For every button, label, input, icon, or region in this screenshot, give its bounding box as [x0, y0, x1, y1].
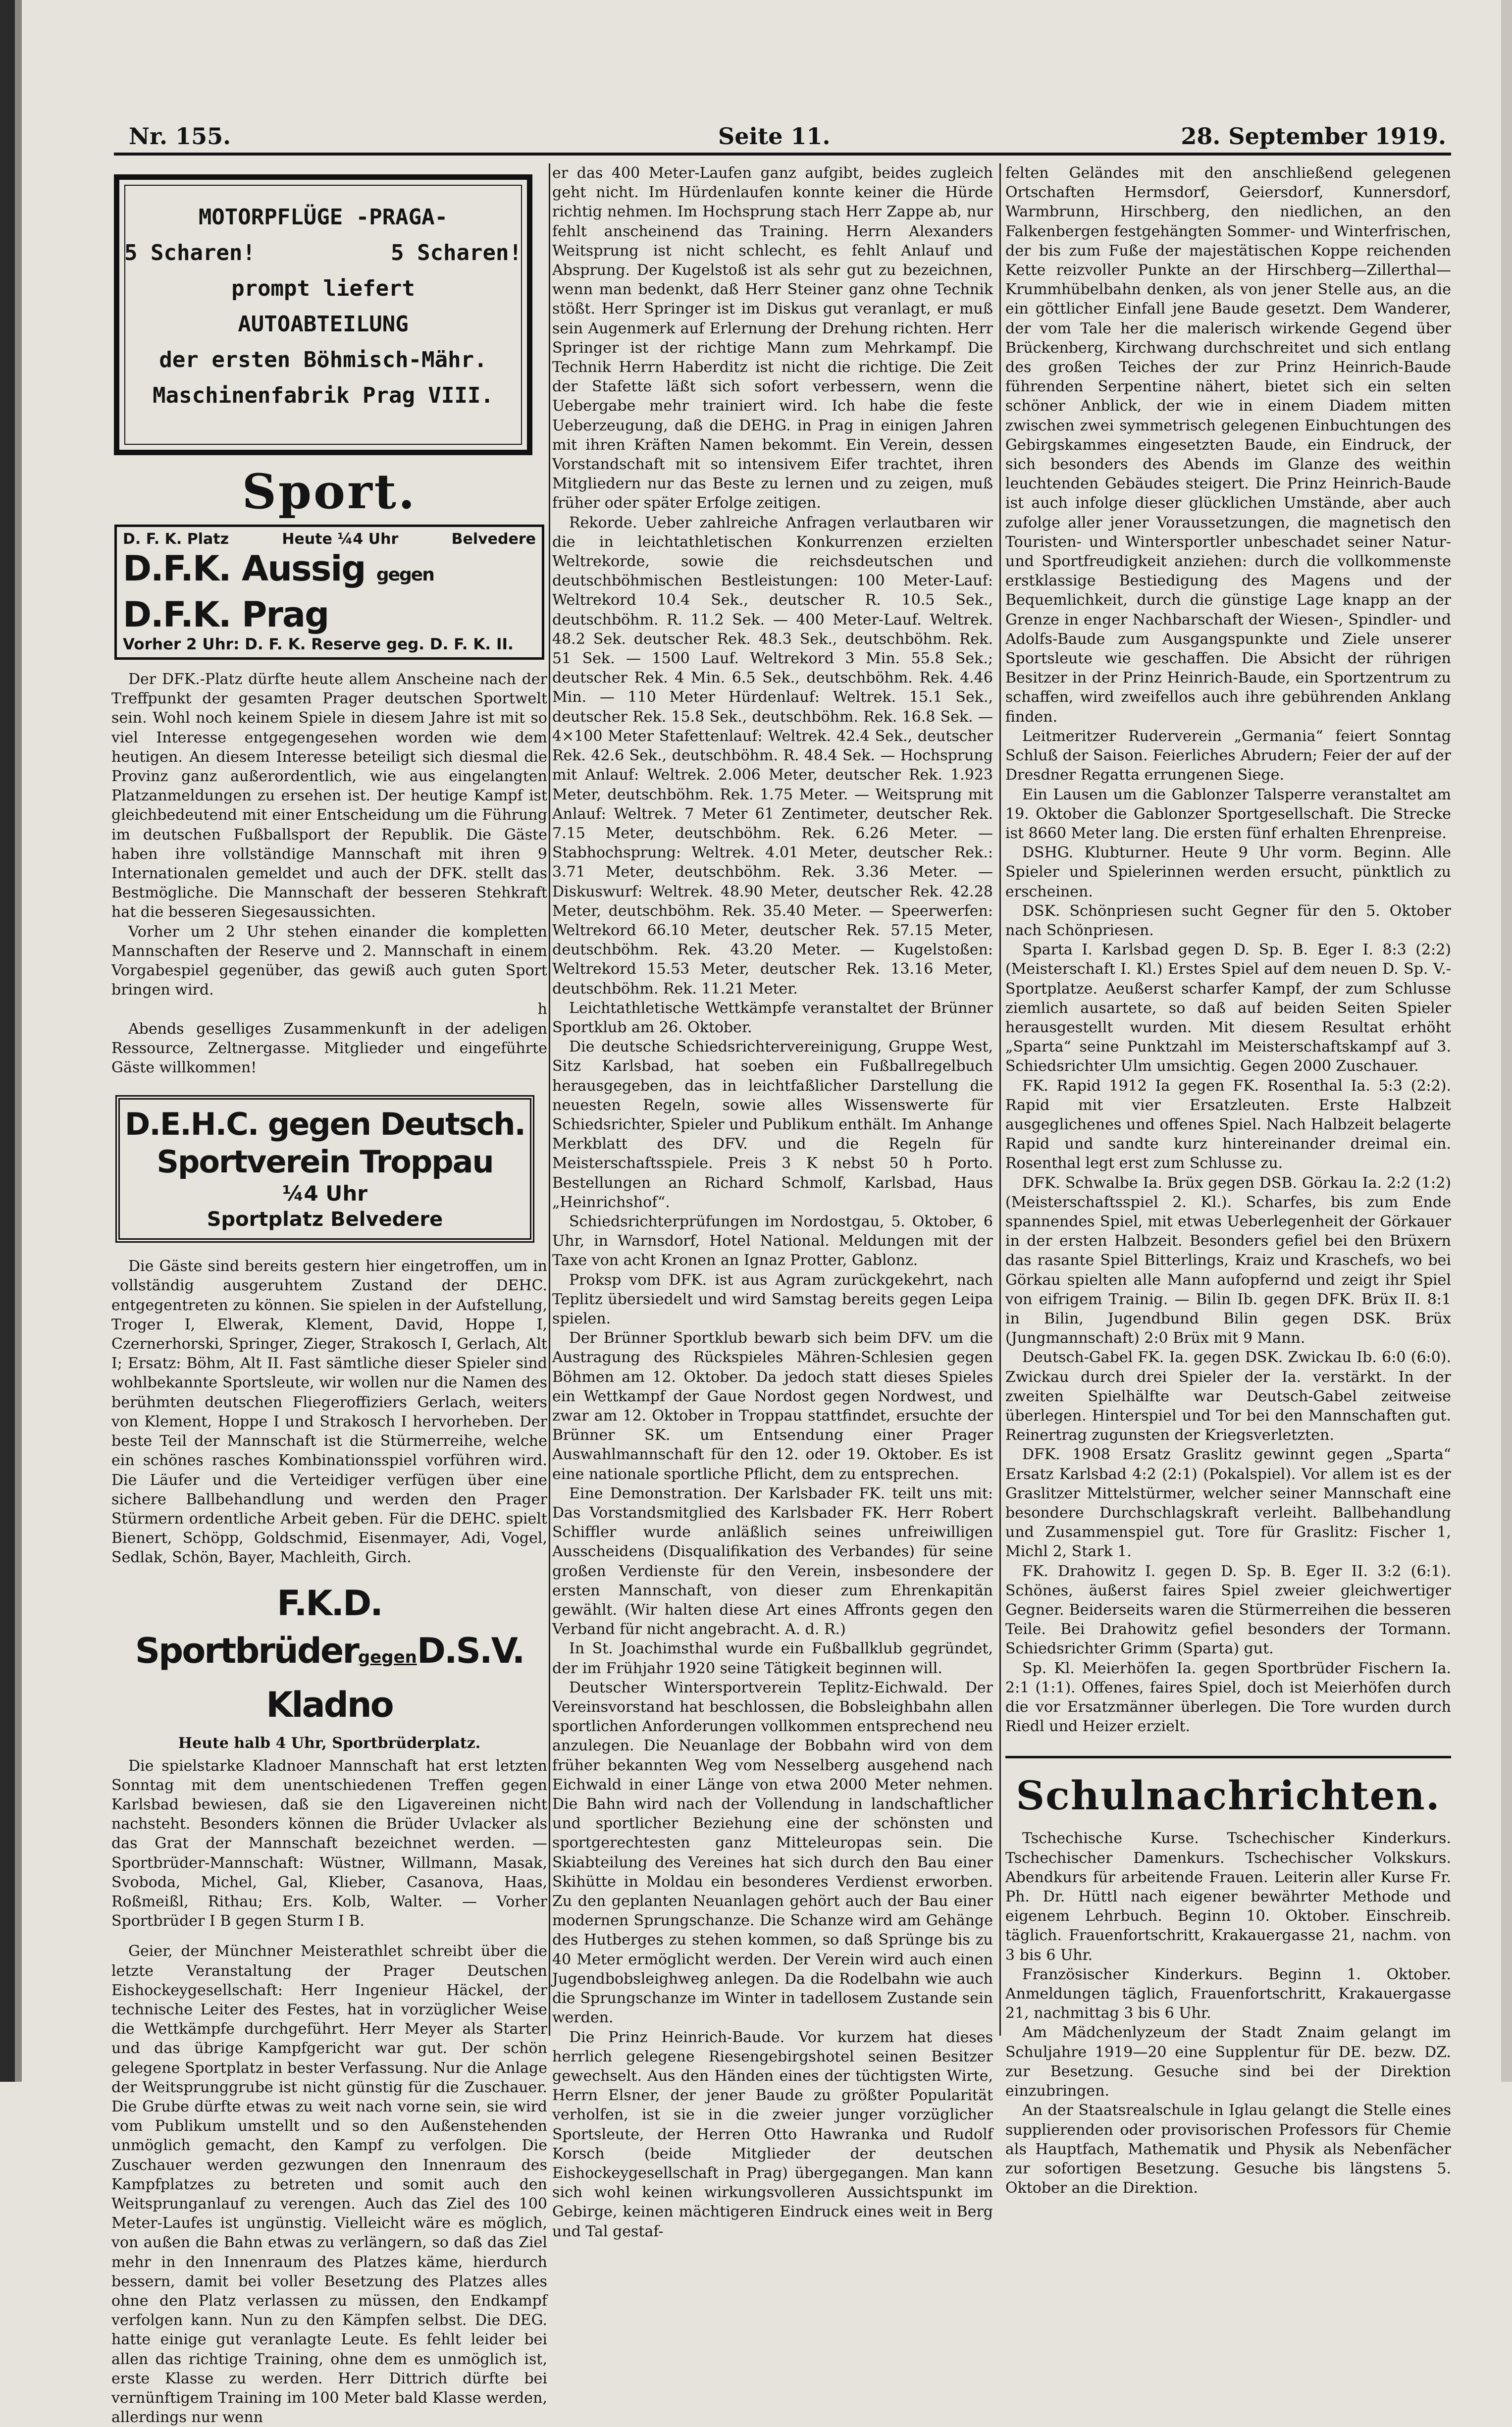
column-3	[1005, 163, 1451, 2197]
masthead-rule	[114, 153, 1451, 156]
match-heading-kladno	[111, 1580, 547, 1729]
article-text: Die spielstarke Kladnoer Mannschaft hat erst letzten Sonntag mit dem unentschiedenen Treffen gegen Karlsbad bewiesen, daß sie den Ligavereinen nicht nachsteht. Besonders können die Brüder Uvlacker als das Grat der Mannschaft bezeichnet werden. — Sportbrüder-Mannschaft: Wüstner, Willmann, Masak, Svoboda, Michel, Gal, Klieber, Casanova, Haas, Roßmeißl, Rithau; Ers. Kolb, Walter. — Vorher Sportbrüder I B gegen Sturm I B.	[111, 1757, 547, 1930]
article-text: Die Gäste sind bereits gestern hier eingetroffen, um in vollständig ausgeruhtem Zustand der DEHC. entgegentreten zu können. Sie spielen in der Aufstellung, Troger I, Elwerak, Klement, David, Hoppe I, Czernerhorski, Springer, Zieger, Strakosch I, Gerlach, Alt I; Ersatz: Böhm, Alt II. Fast sämtliche dieser Spieler sind wohlbekannte Sportsleute, wir wollen nur die Namen des berühmten deutschen Fliegeroffiziers Gerlach, weiters von Klement, Hoppe I und Strakosch I hervorheben. Der beste Teil der Mannschaft ist die Stürmerreihe, welche ein schönes rasches Kombinationsspiel vorführen wird. Die Läufer und die Verteidiger verfügen über eine sichere Ballbehandlung und werden den Prager Stürmern ordentliche Arbeit geben. Für die DEHC. spielt Bienert, Schöpp, Goldschmid, Eisenmayer, Adi, Vogel, Sedlak, Schön, Bayer, Machleith, Girch.	[111, 1258, 547, 1567]
article-text: Eine Demonstration. Der Karlsbader FK. teilt uns mit: Das Vorstandsmitglied des Karlsbader FK. Herr Robert Schiffler wurde anläßlich seines unfreiwilligen Ausscheidens (Disqualifikation des Verbandes) für seine großen Verdienste für den Verein, insbesondere der ersten Mannschaft, von dieser zum Ehrenkapitän gewählt. (Wir halten diese Art eines Affronts gegen den Verband für nicht angebracht. A. d. R.)	[552, 1484, 993, 1638]
team-away: D.S.V. Kladno	[266, 1630, 524, 1725]
article-text: Deutsch-Gabel FK. Ia. gegen DSK. Zwickau Ib. 6:0 (6:0). Zwickau durch drei Spieler der Ia. verstärkt. In der zweiten Spielhälfte war Deutsch-Gabel zeitweise überlegen. Hinterspiel und Tor bei den Mannschaften gut. Reinertrag zugunsten der Kriegsverletzten.	[1005, 1349, 1451, 1444]
advert-motorpfluege	[114, 174, 532, 455]
article-text: Abends geselliges Zusammenkunft in der adeligen Ressource, Zeltnergasse. Mitglieder und eingeführte Gäste willkommen!	[111, 1020, 547, 1077]
article-text: Deutscher Wintersportverein Teplitz-Eichwald. Der Vereinsvorstand hat beschlossen, die Bobsleighbahn allen sportlichen Anforderungen vollkommen entsprechend neu anzulegen. Die Neuanlage der Bobbahn wird von dem früher bekannten Weg vom Nesselberg ausgehend nach Eichwald in einer Länge von etwa 2000 Meter nehmen. Die Bahn wird nach der Vollendung in landschaftlicher und sportlicher Beziehung eine der schönsten und sportgerechtesten ganz Mitteleuropas sein. Die Skiabteilung des Vereines hat sich durch den Bau einer Skihütte in Moldau ein besonderes Verdienst erworben. Zu den geplanten Neuanlagen gehört auch der Bau einer modernen Sprungschanze. Die Schanze wird am Gehänge des Hutberges zu stehen kommen, so daß Sprünge bis zu 40 Meter ermöglicht werden. Der Verein wird auch einen Jugendbobsleighweg anlegen. Da die Rodelbahn wie auch die Sprungschanze im Winter in tadellosem Zustande sein werden.	[552, 1679, 993, 2027]
article-text: DFK. Schwalbe Ia. Brüx gegen DSB. Görkau Ia. 2:2 (1:2) (Meisterschaftsspiel 2. Kl.). Scharfes, bis zum Ende spannendes Spiel, mit etwas Ueberlegenheit der Görkauer in der ersten Halbzeit. Besonders gefiel bei den Brüxern das rasante Spiel Bitterlings, Kraiz und Kraschefs, wo bei Görkau spielten alle Mann aufopfernd und zeigt ihr Spiel von eifrigem Trainig. — Bilin Ib. gegen DFK. Brüx II. 8:1 in Bilin, Jugendbund Bilin gegen DSK. Brüx (Jungmannschaft) 2:0 Brüx mit 9 Mann.	[1005, 1174, 1451, 1347]
advert-text: 5 Scharen!	[391, 240, 522, 265]
article-text: DSK. Schönpriesen sucht Gegner für den 5. Oktober nach Schönpriesen.	[1005, 902, 1451, 939]
scan-edge-left	[0, 0, 15, 2082]
article-text: Der Brünner Sportklub bewarb sich beim DFV. um die Austragung des Rückspieles Mähren-Schlesien gegen Böhmen am 12. Oktober. Da jedoch statt dieses Spieles ein Wettkampf der Gaue Nordost gegen Nordwest, und zwar am 12. Oktober in Troppau stattfindet, ersuchte der Brünner SK. um Entsendung einer Prager Auswahlmannschaft für den 12. oder 19. Oktober. Es ist eine nationale sportliche Pflicht, dem zu entsprechen.	[552, 1329, 993, 1483]
article-text: Schiedsrichterprüfungen im Nordostgau, 5. Oktober, 6 Uhr, in Warnsdorf, Hotel National. Meldungen mit der Taxe von acht Kronen an Ignaz Protter, Gablonz.	[552, 1213, 993, 1269]
article-text: An der Staatsrealschule in Iglau gelangt die Stelle eines supplierenden oder provisorischen Professors für Chemie als Hauptfach, Mathematik und Physik als Nebenfächer zur sofortigen Besetzung. Gesuche bis längstens 5. Oktober an die Direktion.	[1005, 2102, 1451, 2197]
issue-date: 28. September 1919.	[1181, 123, 1446, 150]
advert-title: D.E.H.C. gegen Deutsch. Sportverein Troppau	[124, 1106, 525, 1180]
article-text: Sp. Kl. Meierhöfen Ia. gegen Sportbrüder Fischern Ia. 2:1 (1:1). Offenes, faires Spiel, doch ist Meierhöfen durch die vor Ersatzmänner überlegen. Die Tore wurden durch Riedl und Heizer erzielt.	[1005, 1659, 1451, 1736]
team-home: D.F.K. Aussig	[123, 548, 365, 589]
column-rule-1	[549, 163, 550, 2036]
article-text: h	[537, 1001, 547, 1018]
article-text: Der DFK.-Platz dürfte heute allem Anscheine nach der Treffpunkt der gesamten Prager deutschen Sportwelt sein. Wohl noch keinem Spiele in diesem Jahre ist mit so viel Interesse entgegengesehen worden wie dem heutigen. An diesem Interesse beteiligt sich diesmal die Provinz ganz außerordentlich, wie aus eingelangten Platzanmeldungen zu ersehen ist. Der heutige Kampf ist gleichbedeutend mit einer Entscheidung um die Führung im deutschen Fußballsport der Republik. Die Gäste haben ihre vollständige Mannschaft mit ihren 9 Internationalen gemeldet und auch der DFK. stellt das Bestmögliche. Die Mannschaft der besseren Stehkraft hat die besseren Siegesaussichten.	[111, 671, 547, 921]
advert-place: Sportplatz Belvedere	[207, 1208, 443, 1231]
advert-line: MOTORPFLÜGE -PRAGA-	[198, 205, 448, 230]
advert-line: Maschinenfabrik Prag VIII.	[153, 383, 494, 408]
article-text: Proksp vom DFK. ist aus Agram zurückgekehrt, nach Teplitz übersiedelt und wird Samstag bereits gegen Leipa spielen.	[552, 1271, 993, 1327]
article-text: Vorher um 2 Uhr stehen einander die kompletten Mannschaften der Reserve und 2. Mannschaft in einem Vorgabespiel gegenüber, das gewiß auch guten Sport bringen wird.	[111, 923, 547, 999]
article-text: Tschechische Kurse. Tschechischer Kinderkurs. Tschechischer Damenkurs. Tschechischer Volkskurs. Abendkurs für arbeitende Frauen. Leiterin aller Kurse Fr. Ph. Dr. Hüttl nach eigener bewährter Methode und eigenem Lehrbuch. Beginn 10. Oktober. Einschreib. täglich. Frauenfortschritt, Krakauergasse 21, nachm. von 3 bis 6 Uhr.	[1005, 1830, 1451, 1964]
advert-time: ¼4 Uhr	[282, 1181, 368, 1206]
advert-dfk-match	[114, 525, 544, 660]
team-away: D.F.K. Prag	[123, 594, 329, 635]
advert-header	[123, 530, 536, 549]
match-subheading: Heute halb 4 Uhr, Sportbrüderplatz.	[178, 1734, 481, 1752]
page-number: Seite 11.	[718, 123, 831, 150]
scan-edge-right	[1501, 0, 1512, 2082]
column-2	[552, 163, 993, 2240]
advert-venue: Belvedere	[451, 530, 536, 548]
article-text: Die Prinz Heinrich-Baude. Vor kurzem hat dieses herrlich gelegene Riesengebirgshotel seinen Besitzer gewechselt. Aus den Händen eines der tüchtigsten Wirte, Herrn Elsner, der jener Baude zu größter Popularität verholfen, ist sie in die zweier junger vorzüglicher Sportsleute, der Herren Otto Hawranka und Rudolf Korsch (beide Mitglieder der deutschen Eishockeygesellschaft in Prag) übergegangen. Man kann sich wohl keinen wirkungsvolleren Aussichtspunkt im Gebirge, keinen mächtigeren Eindruck eines weit in Berg und Tal gestaf-	[552, 2028, 993, 2240]
team-home: F.K.D. Sportbrüder	[135, 1583, 382, 1671]
advert-line: prompt liefert	[231, 276, 415, 301]
versus: gegen	[376, 565, 434, 585]
scan-edge-shadow	[15, 0, 22, 2082]
advert-line: der ersten Böhmisch-Mähr.	[159, 347, 487, 372]
advert-match	[123, 549, 536, 634]
article-text: Leichtathletische Wettkämpfe veranstaltet der Brünner Sportklub am 26. Oktober.	[552, 999, 993, 1036]
advert-reserve: Vorher 2 Uhr: D. F. K. Reserve geg. D. F. K. II.	[123, 635, 514, 653]
versus: gegen	[358, 1647, 417, 1667]
article-text: er das 400 Meter-Laufen ganz aufgibt, beides zugleich geht nicht. Im Hürdenlaufen konnte keiner die Hürde richtig nehmen. Im Hochsprung stach Herr Zappe ab, nur fehlt anscheinend das Training. Herrn Alexanders Weitsprung ist nicht schlecht, es fehlt Anlauf und Absprung. Der Kugelstoß ist als sehr gut zu bezeichnen, wenn man bedenkt, daß Herr Steiner ganz ohne Technik stößt. Herr Springer ist im Diskus gut veranlagt, er muß sein Augenmerk auf Erlernung der Drehung richten. Herr Springer ist der richtige Mann zum Mehrkampf. Die Technik Herrn Haberditz ist nicht die richtige. Die Zeit der Stafette läßt sich sofort verbessern, wenn die Uebergabe mehr trainiert wird. Ich habe die feste Ueberzeugung, daß die DEHG. in Prag in einigen Jahren mit ihren Kräften Namen bekommt. Ein Verein, dessen Vorstandschaft mit so intensivem Eifer trachtet, ihren Mitgliedern nur das Beste zu lernen und zu zeigen, muß früher oder später Erfolge zeitigen.	[552, 164, 993, 512]
section-heading-schulnachrichten: Schulnachrichten.	[1005, 1756, 1451, 1823]
column-rule-2	[999, 163, 1001, 2036]
article-text: Am Mädchenlyzeum der Stadt Znaim gelangt im Schuljahre 1919—20 eine Supplentur für DE. bezw. DZ. zur Besetzung. Gesuche sind bei der Direktion einzubringen.	[1005, 2024, 1451, 2100]
advert-inner-frame	[124, 185, 522, 445]
article-text: Ein Lausen um die Gablonzer Talsperre veranstaltet am 19. Oktober die Gablonzer Sportgesellschaft. Die Strecke ist 8660 Meter lang. Die ersten fünf erhalten Ehrenpreise.	[1005, 786, 1451, 842]
advert-time: Heute ¼4 Uhr	[282, 530, 399, 548]
article-text: Die deutsche Schiedsrichtervereinigung, Gruppe West, Sitz Karlsbad, hat soeben ein Fußballregelbuch herausgegeben, das in leichtfaßlicher Darstellung die neuesten Regeln, sowie alles Wissenswerte für Schiedsrichter, Spieler und Publikum enthält. Im Anhange Merkblatt des DFV. und die Regeln für Meisterschaftsspiele. Preis 3 K nebst 50 h Porto. Bestellungen an Richard Schmolf, Karlsbad, Haus „Heinrichshof“.	[552, 1038, 993, 1211]
article-text: Leitmeritzer Ruderverein „Germania“ feiert Sonntag Schluß der Saison. Feierliches Abrudern; Feier der auf der Dresdner Regatta errungenen Siege.	[1005, 727, 1451, 784]
article-text: FK. Rapid 1912 Ia gegen FK. Rosenthal Ia. 5:3 (2:2). Rapid mit vier Ersatzleuten. Erste Halbzeit ausgeglichenes und offenes Spiel. Nach Halbzeit belagerte Rapid und sandte kurz hintereinander dreimal ein. Rosenthal legt erst zum Schlusse zu.	[1005, 1077, 1451, 1172]
article-text: Französischer Kinderkurs. Beginn 1. Oktober. Anmeldungen täglich, Frauenfortschritt, Krakauergasse 21, nachmittag 3 bis 6 Uhr.	[1005, 1965, 1451, 2022]
article-text: FK. Drahowitz I. gegen D. Sp. B. Eger II. 3:2 (6:1). Schönes, äußerst faires Spiel zweier gleichwertiger Gegner. Beiderseits waren die Stürmerreihen die besseren Teile. Bei Drahowitz gefiel besonders der Tormann. Schiedsrichter Grimm (Sparta) gut.	[1005, 1562, 1451, 1658]
article-text: In St. Joachimsthal wurde ein Fußballklub gegründet, der im Frühjahr 1920 seine Tätigkeit beginnen will.	[552, 1640, 993, 1677]
article-text: felten Geländes mit den anschließend gelegenen Ortschaften Hermsdorf, Geiersdorf, Kunnersdorf, Warmbrunn, Hirschberg, den niedlichen, an den Falkenbergen festgehängten Sommer- und Winterfrischen, der bis zum Fuße der majestätischen Koppe reichenden Kette reizvoller Punkte an der Hirschberg—Zillerthal—Krummhübelbahn denken, als von jener Stelle aus, an die ein göttlicher Einfall jene Baude gesetzt. Dem Wanderer, der vom Tale her die malerisch wirkende Gegend über Brückenberg, Kirchwang durchschreitet und sich entlang des großen Teiches der zur Prinz Heinrich-Baude führenden Serpentine nähert, bietet sich ein selten schöner Anblick, der wie in einem Diadem mitten zwischen zwei symmetrisch gelegenen Einbuchtungen des Gebirgskammes eingesetzten Baude, ein Eindruck, der sich besonders des Abends im Glanze des weithin leuchtenden Gebäudes steigert. Die Prinz Heinrich-Baude ist auch infolge dieser glücklichen Umstände, aber auch zufolge aller jener Voraussetzungen, die magnetisch den Touristen- und Wintersportler unbeschadet seiner Natur- und Sportfreudigkeit anziehen: durch die vollkommenste erstklassige Bestiedigung des Magens und der Bequemlichkeit, durch die günstige Lage knapp an der Grenze in enger Nachbarschaft der Wiesen-, Spindler- und Adolfs-Baude zum Ausgangspunkte und Ziele unserer Sportsleute wie geschaffen. Die Absicht der rührigen Besitzer in der Prinz Heinrich-Baude, ein Sportzentrum zu schaffen, wird zweifellos auch ihre gebührenden Anklang finden.	[1005, 164, 1451, 726]
article-text: Sparta I. Karlsbad gegen D. Sp. B. Eger I. 8:3 (2:2) (Meisterschaft I. Kl.) Erstes Spiel auf dem neuen D. Sp. V.-Sportplatze. Aeußerst scharfer Kampf, der zum Schlusse ziemlich ausartete, so daß auf beiden Seiten Spieler herausgestellt wurden. Mit diesem Resultat erhöht „Sparta“ seine Punktzahl im Meisterschaftskampf auf 3. Schiedsrichter Ulm umsichtig. Gegen 2000 Zuschauer.	[1005, 941, 1451, 1075]
advert-place: D. F. K. Platz	[123, 530, 229, 548]
advert-dehc-troppau	[115, 1095, 534, 1243]
masthead	[114, 119, 1451, 154]
article-text: Geier, der Münchner Meisterathlet schreibt über die letzte Veranstaltung der Prager Deutschen Eishockeygesellschaft: Herr Ingenieur Häckel, der technische Leiter des Festes, hat in vorzüglicher Weise die Wettkämpfe durchgeführt. Herr Meyer als Starter und das übrige Kampfgericht war gut. Der schön gelegene Sportplatz in bester Verfassung. Nur die Anlage der Weitsprunggrube ist nicht günstig für die Zuschauer. Die Grube dürfte etwas zu weit nach vorne sein, sie wird vom Publikum umstellt und so den Außenstehenden unmöglich gemacht, den Kampf zu verfolgen. Die Zuschauer werden gezwungen den Innenraum des Kampfplatzes zu betreten und somit auch den Weitsprunganlauf zu verengen. Auch das Ziel des 100 Meter-Laufes ist ungünstig. Vielleicht wäre es möglich, von außen die Bahn etwas zu verlängern, so daß das Ziel mehr in den Innenraum des Platzes käme, hierdurch bessern, damit bei voller Besetzung des Platzes alles ohne den Platz verlassen zu müssen, den Endkampf verfolgen kann. Nun zu den Kämpfen selbst. Die DEG. hatte einige gut veranlagte Leute. Es fehlt leider bei allen das richtige Training, ohne dem es unmöglich ist, erste Klasse zu werden. Herr Dittrich dürfte bei vernünftigem Training im 100 Meter bald Klasse werden, allerdings nur wenn	[111, 1943, 547, 2427]
section-heading-sport: Sport.	[242, 464, 417, 520]
advert-line: AUTOABTEILUNG	[238, 312, 409, 337]
article-text: DSHG. Klubturner. Heute 9 Uhr vorm. Beginn. Alle Spieler und Spielerinnen werden ersucht, pünktlich zu erscheinen.	[1005, 844, 1451, 900]
article-records: Rekorde. Ueber zahlreiche Anfragen verlautbaren wir die in leichtathletischen Konkurrenzen erzielten Weltrekorde, sowie die reichsdeutschen und deutschböhmischen Bestleistungen: 100 Meter-Lauf: Weltrekord 10.4 Sek., deutscher R. 10.5 Sek., deutschböhm. R. 11.2 Sek. — 400 Meter-Lauf. Weltrek. 48.2 Sek. deutscher Rek. 48.3 Sek., deutschböhm. Rek. 51 Sek. — 1500 Lauf. Weltrekord 3 Min. 55.8 Sek.; deutscher Rek. 4 Min. 6.5 Sek., deutschböhm. Rek. 4.46 Min. — 110 Meter Hürdenlauf: Weltrek. 15.1 Sek., deutscher Rek. 15.8 Sek., deutschböhm. Rek. 16.8 Sek. — 4×100 Meter Stafettenlauf: Weltrek. 42.4 Sek., deutscher Rek. 42.6 Sek., deutschböhm. R. 48.4 Sek. — Hochsprung mit Anlauf: Weltrek. 2.006 Meter, deutscher Rek. 1.923 Meter, deutschböhm. Rek. 1.75 Meter. — Weitsprung mit Anlauf: Weltrek. 7 Meter 61 Zentimeter, deutscher Rek. 7.15 Meter, deutschböhm. Rek. 6.26 Meter. — Stabhochsprung: Weltrek. 4.01 Meter, deutscher Rek.: 3.71 Meter, deutschböhm. Rek. 3.36 Meter. — Diskuswurf: Weltrek. 48.90 Meter, deutscher Rek. 42.28 Meter, deutschböhm. Rek. 35.40 Meter. — Speerwerfen: Weltrekord 66.10 Meter, deutscher Rek. 57.15 Meter, deutschböhm. Rek. 43.20 Meter. — Kugelstoßen: Weltrekord 15.53 Meter, deutscher Rek. 13.16 Meter, deutschböhm. Rek. 11.21 Meter.	[552, 514, 993, 998]
article-text: DFK. 1908 Ersatz Graslitz gewinnt gegen „Sparta“ Ersatz Karlsbad 4:2 (2:1) (Pokalspiel). Vor allem ist es der Graslitzer Mittelstürmer, welcher seiner Mannschaft eine besondere Durchschlagskraft verleiht. Ballbehandlung und Zusammenspiel gut. Tore für Graslitz: Fischer 1, Michl 2, Stark 1.	[1005, 1446, 1451, 1561]
issue-number: Nr. 155.	[129, 123, 231, 150]
advert-text: 5 Scharen!	[124, 240, 256, 265]
column-1	[111, 163, 547, 2427]
